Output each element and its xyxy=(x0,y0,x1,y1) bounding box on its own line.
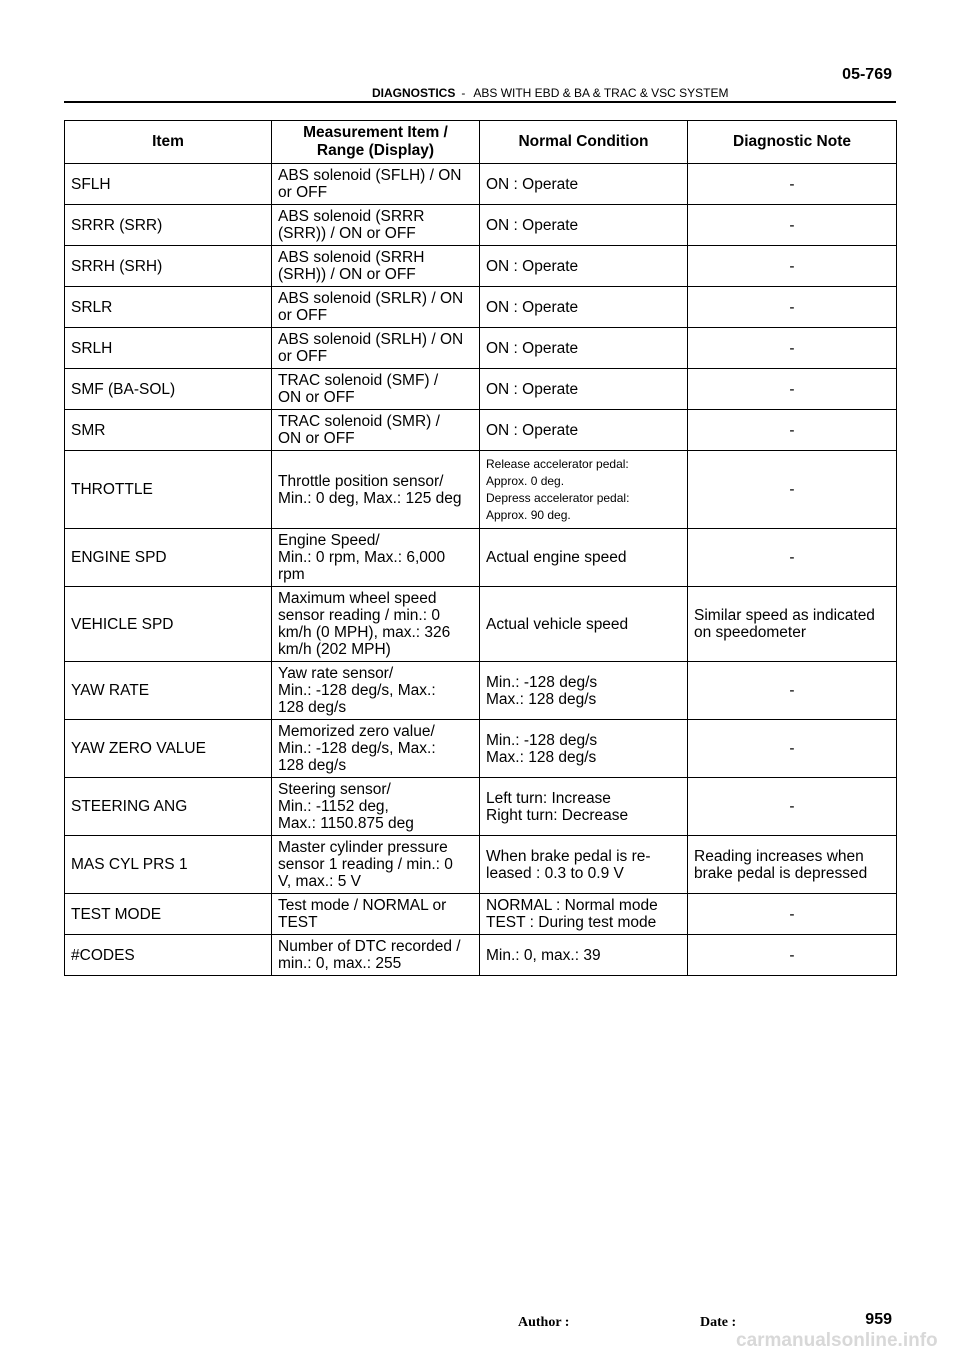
cell-normal-condition-line: Approx. 0 deg. xyxy=(486,473,565,488)
cell-normal-condition-line: ON : Operate xyxy=(486,175,579,193)
cell-measurement-line: TEST xyxy=(278,914,318,931)
cell-measurement-line: Test mode / NORMAL or xyxy=(278,897,447,914)
cell-normal-condition xyxy=(480,720,688,778)
cell-diagnostic-note xyxy=(688,410,897,451)
cell-measurement xyxy=(272,894,480,935)
header-rule xyxy=(64,101,896,103)
cell-normal-condition xyxy=(480,287,688,328)
cell-item: YAW ZERO VALUE xyxy=(65,720,272,778)
cell-normal-condition-line: ON : Operate xyxy=(486,339,579,357)
cell-item: THROTTLE xyxy=(65,451,272,529)
cell-measurement-line: Min.: 0 rpm, Max.: 6,000 xyxy=(278,549,446,566)
cell-diagnostic-note xyxy=(688,587,897,662)
table-row xyxy=(65,529,897,587)
cell-measurement-line: Memorized zero value/ xyxy=(278,723,435,740)
cell-diagnostic-note xyxy=(688,529,897,587)
cell-normal-condition xyxy=(480,369,688,410)
table-row xyxy=(65,836,897,894)
cell-normal-condition-line: Actual engine speed xyxy=(486,549,627,566)
cell-diagnostic-note-line: - xyxy=(789,257,795,275)
header-separator: - xyxy=(461,86,466,100)
cell-diagnostic-note xyxy=(688,246,897,287)
cell-diagnostic-note xyxy=(688,894,897,935)
cell-item: SRRH (SRH) xyxy=(65,246,272,287)
cell-normal-condition xyxy=(480,410,688,451)
cell-measurement-line: km/h (0 MPH), max.: 326 xyxy=(278,624,451,641)
table-row xyxy=(65,410,897,451)
cell-diagnostic-note xyxy=(688,836,897,894)
cell-item: ENGINE SPD xyxy=(65,529,272,587)
cell-diagnostic-note xyxy=(688,328,897,369)
cell-diagnostic-note-line: - xyxy=(789,740,795,757)
cell-item: VEHICLE SPD xyxy=(65,587,272,662)
cell-item: TEST MODE xyxy=(65,894,272,935)
cell-measurement-line: ABS solenoid (SRRH xyxy=(278,249,425,266)
cell-measurement-line: Number of DTC recorded / xyxy=(278,938,461,955)
cell-measurement-line: Max.: 1150.875 deg xyxy=(278,815,414,832)
cell-normal-condition-line: ON : Operate xyxy=(486,298,579,316)
cell-measurement-line: ON or OFF xyxy=(278,430,355,447)
cell-normal-condition-line: Max.: 128 deg/s xyxy=(486,690,597,708)
cell-diagnostic-note xyxy=(688,662,897,720)
cell-normal-condition xyxy=(480,205,688,246)
cell-normal-condition-line: TEST : During test mode xyxy=(486,914,657,931)
cell-measurement-line: or OFF xyxy=(278,348,328,365)
cell-normal-condition xyxy=(480,529,688,587)
cell-diagnostic-note xyxy=(688,451,897,529)
cell-measurement-line: Min.: -1152 deg, xyxy=(278,798,389,815)
cell-item: STEERING ANG xyxy=(65,778,272,836)
cell-item: SMR xyxy=(65,410,272,451)
cell-normal-condition-line: When brake pedal is re- xyxy=(486,847,651,865)
author-label: Author : xyxy=(518,1315,570,1330)
cell-normal-condition xyxy=(480,778,688,836)
column-header-diagnostic-note: Diagnostic Note xyxy=(688,121,897,164)
table-row xyxy=(65,451,897,529)
cell-measurement-line: (SRH)) / ON or OFF xyxy=(278,266,416,283)
cell-measurement-line: 128 deg/s xyxy=(278,699,347,716)
cell-item: #CODES xyxy=(65,935,272,976)
cell-normal-condition-line: Release accelerator pedal: xyxy=(486,456,629,471)
cell-normal-condition-line: Approx. 90 deg. xyxy=(486,507,571,522)
column-header-item: Item xyxy=(65,121,272,164)
cell-diagnostic-note xyxy=(688,205,897,246)
cell-diagnostic-note-line: - xyxy=(789,421,795,439)
cell-measurement-line: Min.: -128 deg/s, Max.: xyxy=(278,682,436,699)
cell-diagnostic-note-line: Reading increases when xyxy=(694,847,864,865)
column-header-normal-condition: Normal Condition xyxy=(480,121,688,164)
table-row xyxy=(65,369,897,410)
cell-measurement-line: or OFF xyxy=(278,184,328,201)
page-number: 05-769 xyxy=(842,66,892,83)
cell-measurement xyxy=(272,778,480,836)
cell-measurement-line: Min.: 0 deg, Max.: 125 deg xyxy=(278,489,462,507)
cell-normal-condition-line: Min.: -128 deg/s xyxy=(486,673,598,691)
cell-normal-condition-line: NORMAL : Normal mode xyxy=(486,897,658,914)
cell-normal-condition-line: Max.: 128 deg/s xyxy=(486,748,597,766)
table-row xyxy=(65,778,897,836)
cell-diagnostic-note-line: - xyxy=(789,549,795,566)
table-row xyxy=(65,935,897,976)
cell-item: SRLH xyxy=(65,328,272,369)
cell-diagnostic-note-line: - xyxy=(789,946,795,964)
cell-normal-condition xyxy=(480,451,688,529)
cell-measurement xyxy=(272,369,480,410)
cell-normal-condition-line: Min.: -128 deg/s xyxy=(486,731,598,749)
cell-measurement-line: Throttle position sensor/ xyxy=(278,472,444,490)
cell-measurement xyxy=(272,935,480,976)
watermark: carmanualsonline.info xyxy=(736,1330,938,1351)
cell-diagnostic-note-line: Similar speed as indicated xyxy=(694,607,875,624)
cell-measurement-line: Maximum wheel speed xyxy=(278,590,437,607)
cell-normal-condition xyxy=(480,935,688,976)
cell-diagnostic-note-line: - xyxy=(789,216,795,234)
cell-diagnostic-note-line: - xyxy=(789,905,795,923)
table-header-row xyxy=(65,121,897,164)
table-row xyxy=(65,246,897,287)
cell-measurement-line: 128 deg/s xyxy=(278,757,347,774)
section-header xyxy=(372,86,729,100)
cell-measurement xyxy=(272,410,480,451)
cell-diagnostic-note-line: - xyxy=(789,481,795,498)
cell-measurement xyxy=(272,328,480,369)
cell-measurement-line: sensor reading / min.: 0 xyxy=(278,607,440,624)
cell-measurement-line: V, max.: 5 V xyxy=(278,873,361,890)
cell-normal-condition-line: ON : Operate xyxy=(486,216,579,234)
cell-diagnostic-note-line: - xyxy=(789,798,795,815)
cell-normal-condition xyxy=(480,894,688,935)
cell-diagnostic-note xyxy=(688,935,897,976)
cell-measurement xyxy=(272,246,480,287)
data-list-table xyxy=(64,120,897,976)
table-row xyxy=(65,720,897,778)
cell-measurement-line: ON or OFF xyxy=(278,389,355,406)
table-row xyxy=(65,328,897,369)
cell-item: MAS CYL PRS 1 xyxy=(65,836,272,894)
cell-normal-condition-line: ON : Operate xyxy=(486,421,579,439)
cell-measurement xyxy=(272,205,480,246)
cell-measurement-line: Steering sensor/ xyxy=(278,781,391,798)
cell-measurement-line: km/h (202 MPH) xyxy=(278,641,391,658)
cell-measurement-line: min.: 0, max.: 255 xyxy=(278,955,402,972)
cell-measurement xyxy=(272,529,480,587)
cell-measurement-line: ABS solenoid (SRRR xyxy=(278,208,425,225)
cell-measurement xyxy=(272,720,480,778)
cell-normal-condition-line: Left turn: Increase xyxy=(486,789,611,807)
cell-measurement xyxy=(272,836,480,894)
cell-measurement-line: Engine Speed/ xyxy=(278,532,380,549)
cell-measurement-line: ABS solenoid (SRLH) / ON xyxy=(278,331,464,348)
cell-diagnostic-note-line: - xyxy=(789,339,795,357)
cell-measurement-line: TRAC solenoid (SMR) / xyxy=(278,413,440,430)
cell-measurement-line: ABS solenoid (SFLH) / ON xyxy=(278,167,462,184)
cell-normal-condition xyxy=(480,328,688,369)
table-row xyxy=(65,287,897,328)
table-row xyxy=(65,662,897,720)
table-row xyxy=(65,894,897,935)
table-row xyxy=(65,587,897,662)
cell-measurement xyxy=(272,164,480,205)
cell-normal-condition-line: Right turn: Decrease xyxy=(486,806,629,824)
cell-measurement-line: TRAC solenoid (SMF) / xyxy=(278,372,439,389)
cell-item: SFLH xyxy=(65,164,272,205)
cell-normal-condition-line: ON : Operate xyxy=(486,257,579,275)
cell-diagnostic-note xyxy=(688,720,897,778)
cell-normal-condition xyxy=(480,246,688,287)
cell-item: SMF (BA-SOL) xyxy=(65,369,272,410)
cell-measurement-line: Master cylinder pressure xyxy=(278,839,448,856)
table-row xyxy=(65,205,897,246)
cell-diagnostic-note xyxy=(688,369,897,410)
cell-diagnostic-note xyxy=(688,778,897,836)
cell-diagnostic-note xyxy=(688,164,897,205)
cell-measurement-line: or OFF xyxy=(278,307,328,324)
cell-diagnostic-note-line: brake pedal is depressed xyxy=(694,864,868,882)
cell-normal-condition xyxy=(480,164,688,205)
section-title: DIAGNOSTICS xyxy=(372,86,456,100)
cell-normal-condition-line: Actual vehicle speed xyxy=(486,615,629,633)
cell-diagnostic-note-line: - xyxy=(789,380,795,398)
cell-measurement-line: sensor 1 reading / min.: 0 xyxy=(278,856,453,873)
column-header-measurement: Measurement Item / Range (Display) xyxy=(272,121,480,164)
cell-measurement-line: Yaw rate sensor/ xyxy=(278,665,394,682)
section-subtitle: ABS WITH EBD & BA & TRAC & VSC SYSTEM xyxy=(473,86,729,100)
table-row xyxy=(65,164,897,205)
cell-diagnostic-note-line: on speedometer xyxy=(694,624,807,641)
cell-normal-condition-line: Min.: 0, max.: 39 xyxy=(486,946,601,964)
cell-measurement-line: ABS solenoid (SRLR) / ON xyxy=(278,290,464,307)
cell-normal-condition xyxy=(480,587,688,662)
cell-item: YAW RATE xyxy=(65,662,272,720)
cell-diagnostic-note-line: - xyxy=(789,298,795,316)
cell-item: SRRR (SRR) xyxy=(65,205,272,246)
table-body xyxy=(65,164,897,976)
cell-normal-condition xyxy=(480,662,688,720)
cell-diagnostic-note-line: - xyxy=(789,682,795,699)
cell-normal-condition-line: leased : 0.3 to 0.9 V xyxy=(486,864,624,882)
cell-measurement-line: Min.: -128 deg/s, Max.: xyxy=(278,740,436,757)
cell-measurement xyxy=(272,587,480,662)
cell-normal-condition-line: ON : Operate xyxy=(486,380,579,398)
cell-normal-condition xyxy=(480,836,688,894)
cell-item: SRLR xyxy=(65,287,272,328)
cell-measurement-line: (SRR)) / ON or OFF xyxy=(278,225,416,242)
cell-measurement xyxy=(272,662,480,720)
cell-measurement xyxy=(272,287,480,328)
date-label: Date : xyxy=(700,1315,737,1330)
cell-normal-condition-line: Depress accelerator pedal: xyxy=(486,490,630,505)
cell-measurement-line: rpm xyxy=(278,566,305,583)
cell-diagnostic-note-line: - xyxy=(789,175,795,193)
cell-measurement xyxy=(272,451,480,529)
footer-page-number: 959 xyxy=(865,1311,892,1328)
cell-diagnostic-note xyxy=(688,287,897,328)
